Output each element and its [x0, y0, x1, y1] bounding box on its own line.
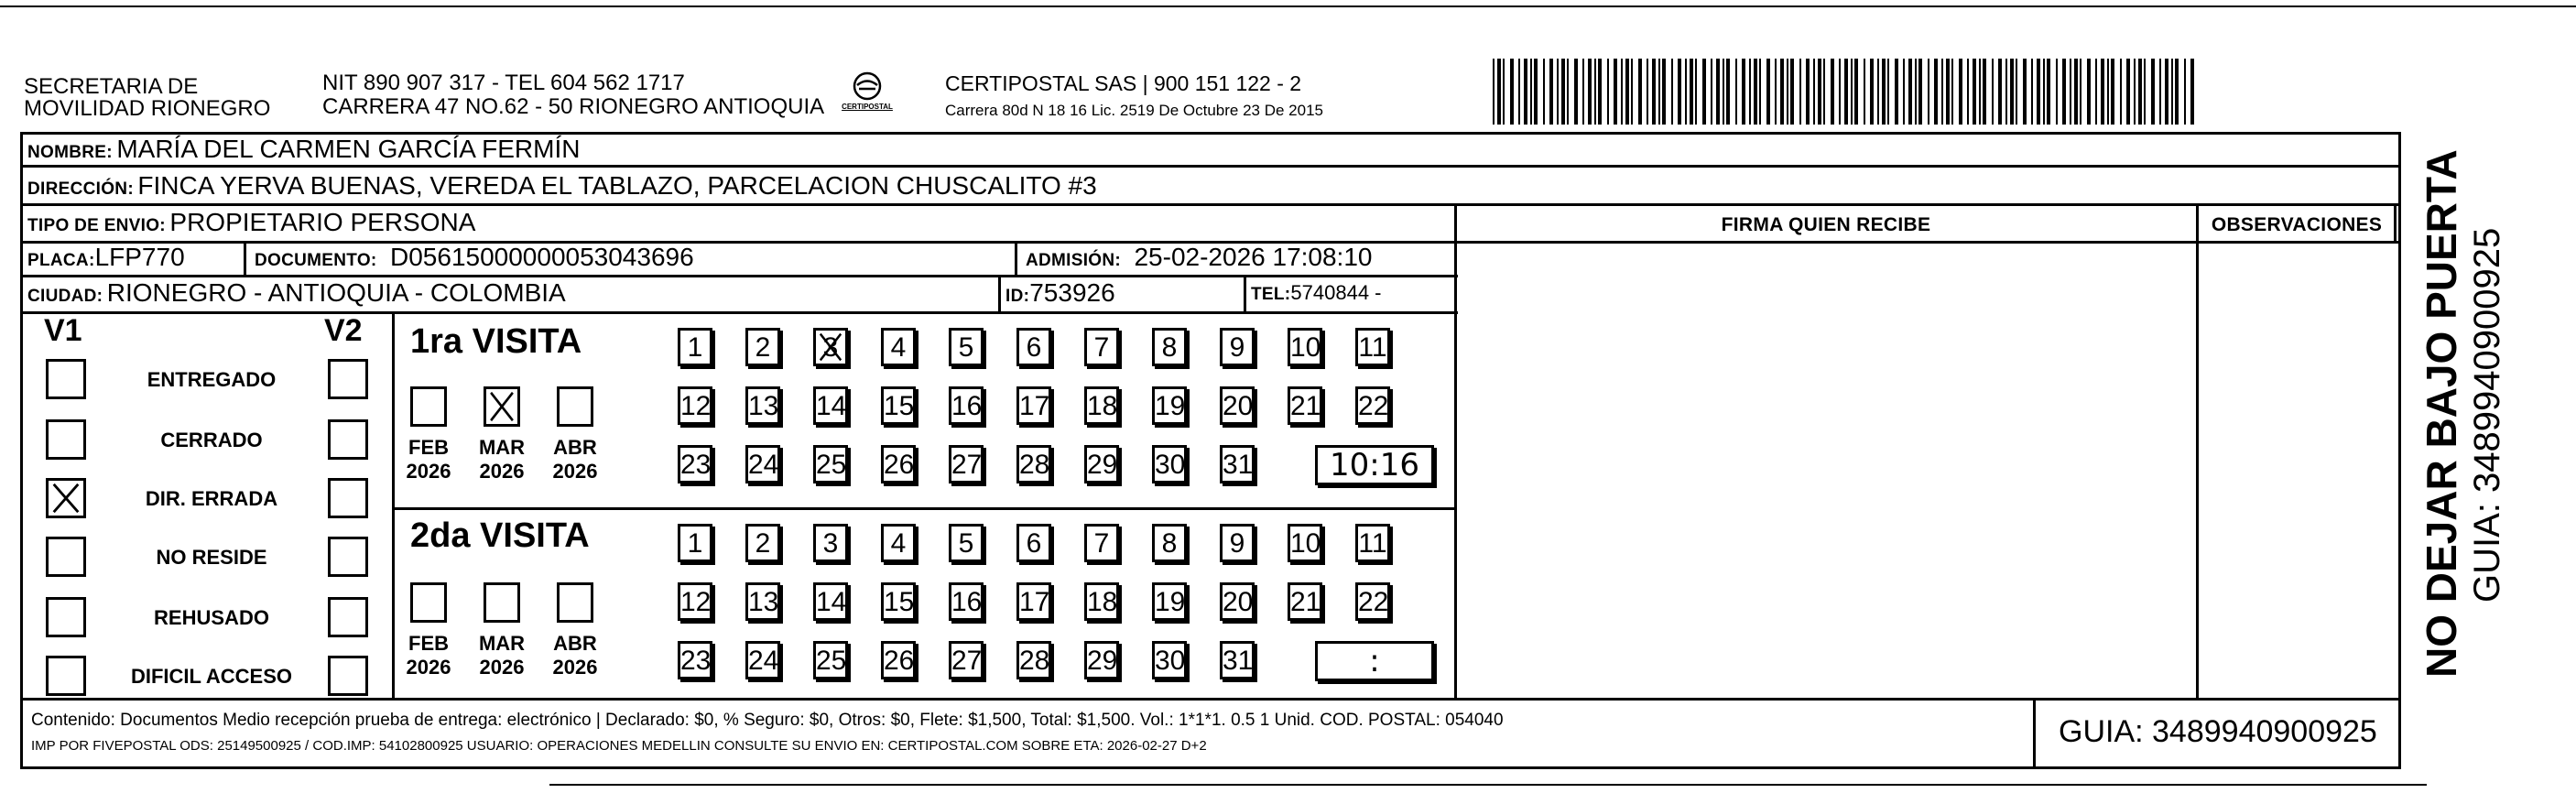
visit-divider: [392, 507, 1456, 510]
day-number: 19: [1155, 587, 1186, 617]
day-number: 3: [822, 332, 839, 363]
day-box[interactable]: [1016, 641, 1051, 679]
status-v2-checkbox[interactable]: [328, 656, 368, 696]
day-number: 9: [1229, 528, 1245, 559]
direccion-row: [27, 172, 1097, 204]
month-year: 2026: [479, 460, 525, 483]
barcode-icon: [1493, 59, 2198, 125]
day-number: 21: [1290, 587, 1321, 617]
observaciones-label: OBSERVACIONES: [2211, 214, 2383, 235]
certipostal-logo-icon: [835, 70, 899, 121]
day-number: 18: [1087, 391, 1118, 421]
certipostal-logo: [835, 70, 899, 121]
day-box[interactable]: [881, 641, 916, 679]
nombre-label: NOMBRE:: [27, 143, 113, 162]
day-number: 24: [748, 646, 779, 676]
day-box[interactable]: [1220, 641, 1255, 679]
v1-label: V1: [44, 313, 82, 348]
col-divider: [392, 311, 395, 700]
direccion-label: DIRECCIÓN:: [27, 179, 134, 199]
month-year: 2026: [406, 656, 451, 679]
day-box[interactable]: [813, 445, 848, 483]
day-number: 22: [1358, 391, 1389, 421]
day-number: 4: [890, 332, 907, 363]
month-checkbox[interactable]: [484, 582, 520, 623]
id-row: [1005, 279, 1115, 311]
day-number: 1: [687, 528, 703, 559]
status-label: REHUSADO: [154, 606, 269, 629]
day-box[interactable]: [1152, 524, 1187, 562]
month-checkbox[interactable]: [410, 582, 447, 623]
day-number: 18: [1087, 587, 1118, 617]
day-number: 13: [748, 587, 779, 617]
day-box[interactable]: [1288, 386, 1322, 425]
day-box[interactable]: [949, 641, 984, 679]
documento-label: DOCUMENTO:: [255, 251, 377, 270]
top-rule: [0, 5, 2576, 7]
no-dejar-bajo-puerta: NO DEJAR BAJO PUERTA: [2418, 149, 2465, 678]
day-box[interactable]: [813, 386, 848, 425]
day-number: 16: [951, 587, 983, 617]
ciudad-row: [27, 279, 566, 311]
tipo-row: [27, 209, 475, 241]
day-number: 3: [822, 528, 839, 559]
day-number: 14: [816, 587, 847, 617]
col-divider: [2394, 203, 2397, 242]
admision-row: [1026, 244, 1372, 276]
x-mark-icon: [49, 481, 83, 516]
status-v1-checkbox[interactable]: [46, 359, 86, 399]
day-number: 2: [755, 528, 771, 559]
month-label: MAR: [478, 436, 526, 459]
placa-value: LFP770: [94, 243, 185, 271]
month-checkbox[interactable]: [484, 386, 520, 427]
day-box[interactable]: [1355, 328, 1390, 366]
day-box[interactable]: [1288, 524, 1322, 562]
day-number: 24: [748, 450, 779, 480]
day-box[interactable]: [1355, 582, 1390, 621]
day-number: 31: [1223, 450, 1254, 480]
day-number: 19: [1155, 391, 1186, 421]
status-label: DIR. ERRADA: [145, 487, 278, 510]
address-line: CARRERA 47 NO.62 - 50 RIONEGRO ANTIOQUIA: [322, 94, 825, 119]
day-box[interactable]: [1288, 328, 1322, 366]
direccion-value: FINCA YERVA BUENAS, VEREDA EL TABLAZO, PARCELACION CHUSCALITO #3: [137, 171, 1097, 200]
day-box[interactable]: [813, 641, 848, 679]
day-box[interactable]: [1152, 641, 1187, 679]
day-box[interactable]: [678, 386, 712, 425]
visit2-title: 2da VISITA: [410, 516, 590, 555]
month-year: 2026: [406, 460, 451, 483]
day-box[interactable]: [1152, 386, 1187, 425]
day-number: 5: [958, 332, 974, 363]
day-number: 11: [1358, 528, 1387, 559]
day-box[interactable]: [745, 386, 780, 425]
day-number: 17: [1019, 391, 1050, 421]
day-box[interactable]: [1016, 524, 1051, 562]
footer-guia: GUIA: 3489940900925: [2059, 714, 2377, 749]
day-box[interactable]: [678, 641, 712, 679]
month-year: 2026: [552, 656, 598, 679]
day-number: 6: [1026, 332, 1042, 363]
tipo-label: TIPO DE ENVIO:: [27, 216, 166, 235]
col-divider: [244, 241, 246, 276]
day-box[interactable]: [1084, 328, 1119, 366]
tipo-value: PROPIETARIO PERSONA: [169, 208, 476, 236]
col-divider: [2033, 698, 2036, 769]
day-number: 2: [755, 332, 771, 363]
day-number: 16: [951, 391, 983, 421]
day-box[interactable]: [678, 445, 712, 483]
day-number: 27: [951, 646, 983, 676]
status-label: DIFICIL ACCESO: [130, 665, 292, 688]
tel-value: 5740844 -: [1290, 281, 1382, 304]
day-number: 29: [1087, 450, 1118, 480]
admision-label: ADMISIÓN:: [1026, 251, 1122, 270]
company-license: Carrera 80d N 18 16 Lic. 2519 De Octubre 23 De 2015: [945, 102, 1323, 119]
col-divider: [998, 275, 1001, 311]
visit-time-value: 10:16: [1330, 447, 1419, 483]
day-box[interactable]: [949, 445, 984, 483]
day-box[interactable]: [678, 328, 712, 366]
nit-line: NIT 890 907 317 - TEL 604 562 1717: [322, 71, 685, 95]
day-number: 23: [680, 646, 712, 676]
month-year: 2026: [552, 460, 598, 483]
status-v2-checkbox[interactable]: [328, 537, 368, 577]
ciudad-value: RIONEGRO - ANTIOQUIA - COLOMBIA: [106, 278, 566, 307]
day-number: 26: [884, 646, 915, 676]
day-box[interactable]: [949, 524, 984, 562]
visit-time-field[interactable]: [1315, 641, 1434, 681]
day-box[interactable]: [1288, 582, 1322, 621]
day-box[interactable]: [1220, 386, 1255, 425]
day-box[interactable]: [1084, 641, 1119, 679]
status-v1-checkbox[interactable]: [46, 419, 86, 460]
status-v2-checkbox[interactable]: [328, 597, 368, 637]
status-v2-checkbox[interactable]: [328, 478, 368, 518]
day-box[interactable]: [1220, 524, 1255, 562]
day-number: 14: [816, 391, 847, 421]
placa-label: PLACA:: [27, 251, 95, 270]
month-checkbox[interactable]: [557, 582, 593, 623]
day-box[interactable]: [1084, 386, 1119, 425]
day-box[interactable]: [745, 524, 780, 562]
day-number: 25: [816, 646, 847, 676]
nombre-row: [27, 136, 580, 168]
day-box[interactable]: [678, 524, 712, 562]
v2-label: V2: [324, 313, 363, 348]
month-label: ABR: [553, 632, 597, 655]
month-label: MAR: [478, 632, 526, 655]
documento-row: [255, 244, 694, 276]
bottom-rule: [549, 784, 2427, 786]
org-name-line2: MOVILIDAD RIONEGRO: [24, 96, 271, 121]
status-v1-checkbox[interactable]: [46, 656, 86, 696]
day-box[interactable]: [1220, 328, 1255, 366]
day-number: 28: [1019, 646, 1050, 676]
day-box[interactable]: [881, 445, 916, 483]
day-number: 29: [1087, 646, 1118, 676]
day-box[interactable]: [745, 328, 780, 366]
day-box[interactable]: [1220, 582, 1255, 621]
day-number: 21: [1290, 391, 1321, 421]
firma-label: FIRMA QUIEN RECIBE: [1721, 214, 1931, 235]
day-box[interactable]: [1016, 582, 1051, 621]
day-number: 13: [748, 391, 779, 421]
day-number: 17: [1019, 587, 1050, 617]
status-label: CERRADO: [160, 429, 263, 451]
footer-line2: IMP POR FIVEPOSTAL ODS: 25149500925 / COD.IMP: 54102800925 USUARIO: OPERACIONES MEDELLIN CONSULTE SU ENVIO EN: CERTIPOSTAL.COM SOBRE ETA: 2026-02-27 D+2: [31, 738, 1207, 754]
day-box[interactable]: [813, 328, 848, 366]
tel-label: TEL:: [1251, 285, 1291, 304]
month-checkbox[interactable]: [557, 386, 593, 427]
day-number: 30: [1155, 646, 1186, 676]
day-number: 4: [890, 528, 907, 559]
day-number: 27: [951, 450, 983, 480]
day-number: 7: [1093, 528, 1110, 559]
month-label: FEB: [408, 632, 449, 655]
day-number: 20: [1223, 587, 1254, 617]
day-box[interactable]: [813, 582, 848, 621]
day-number: 8: [1161, 332, 1178, 363]
day-box[interactable]: [1016, 386, 1051, 425]
day-number: 8: [1161, 528, 1178, 559]
day-number: 22: [1358, 587, 1389, 617]
status-v1-checkbox[interactable]: [46, 537, 86, 577]
day-number: 7: [1093, 332, 1110, 363]
placa-row: [27, 244, 185, 276]
day-box[interactable]: [881, 582, 916, 621]
col-divider: [1015, 241, 1017, 276]
side-guia: GUIA: 3489940900925: [2467, 227, 2507, 603]
status-v1-checkbox[interactable]: [46, 597, 86, 637]
day-box[interactable]: [1152, 582, 1187, 621]
row-divider: [20, 311, 1458, 314]
day-box[interactable]: [745, 582, 780, 621]
day-number: 10: [1290, 332, 1321, 363]
day-number: 28: [1019, 450, 1050, 480]
day-box[interactable]: [813, 524, 848, 562]
visit-time-field[interactable]: [1315, 445, 1434, 485]
col-divider: [1244, 275, 1246, 311]
day-number: 12: [680, 391, 712, 421]
month-checkbox[interactable]: [410, 386, 447, 427]
status-label: NO RESIDE: [156, 546, 267, 569]
day-box[interactable]: [881, 386, 916, 425]
day-number: 26: [884, 450, 915, 480]
day-box[interactable]: [745, 445, 780, 483]
day-box[interactable]: [949, 328, 984, 366]
day-box[interactable]: [881, 524, 916, 562]
day-box[interactable]: [1355, 386, 1390, 425]
ciudad-label: CIUDAD:: [27, 287, 103, 306]
day-number: 23: [680, 450, 712, 480]
footer-line1: Contenido: Documentos Medio recepción prueba de entrega: electrónico | Declarado: $0, % Seguro: $0, Otros: $0, Flete: $1,500, Total: $1,500. Vol.: 1*1*1. 0.5 1 Unid. COD. POSTAL: 054040: [31, 711, 1504, 730]
visit-time-value: :: [1369, 643, 1380, 679]
status-v1-checkbox[interactable]: [46, 478, 86, 518]
company-line: CERTIPOSTAL SAS | 900 151 122 - 2: [945, 71, 1302, 95]
admision-value: 25-02-2026 17:08:10: [1134, 243, 1373, 271]
day-number: 15: [884, 587, 915, 617]
day-box[interactable]: [678, 582, 712, 621]
day-number: 12: [680, 587, 712, 617]
month-year: 2026: [479, 656, 525, 679]
status-v2-checkbox[interactable]: [328, 419, 368, 460]
status-v2-checkbox[interactable]: [328, 359, 368, 399]
day-number: 20: [1223, 391, 1254, 421]
visit1-title: 1ra VISITA: [410, 322, 582, 361]
day-box[interactable]: [1220, 445, 1255, 483]
day-number: 9: [1229, 332, 1245, 363]
day-box[interactable]: [1084, 445, 1119, 483]
day-box[interactable]: [745, 641, 780, 679]
day-box[interactable]: [949, 386, 984, 425]
month-label: ABR: [553, 436, 597, 459]
col-divider: [1454, 203, 1457, 700]
x-mark-icon: [816, 331, 845, 364]
day-box[interactable]: [1016, 328, 1051, 366]
day-box[interactable]: [1084, 524, 1119, 562]
day-box[interactable]: [881, 328, 916, 366]
day-number: 5: [958, 528, 974, 559]
id-value: 753926: [1029, 278, 1115, 307]
day-box[interactable]: [1355, 524, 1390, 562]
day-box[interactable]: [1016, 445, 1051, 483]
status-label: ENTREGADO: [147, 368, 277, 391]
nombre-value: MARÍA DEL CARMEN GARCÍA FERMÍN: [116, 135, 581, 163]
day-box[interactable]: [1084, 582, 1119, 621]
day-number: 10: [1290, 528, 1321, 559]
day-box[interactable]: [1152, 328, 1187, 366]
documento-value: D05615000000053043696: [390, 243, 694, 271]
day-number: 30: [1155, 450, 1186, 480]
day-box[interactable]: [1152, 445, 1187, 483]
logo-text: CERTIPOSTAL: [842, 103, 893, 111]
day-number: 11: [1358, 332, 1387, 363]
org-name-line1: SECRETARIA DE: [24, 74, 199, 99]
day-box[interactable]: [949, 582, 984, 621]
id-label: ID:: [1005, 287, 1030, 306]
x-mark-icon: [486, 389, 517, 424]
day-number: 1: [687, 332, 703, 363]
day-number: 15: [884, 391, 915, 421]
tel-row: [1251, 279, 1382, 310]
day-number: 6: [1026, 528, 1042, 559]
month-label: FEB: [408, 436, 449, 459]
row-divider: [20, 698, 2401, 701]
col-divider: [2196, 203, 2199, 700]
day-number: 25: [816, 450, 847, 480]
day-number: 31: [1223, 646, 1254, 676]
